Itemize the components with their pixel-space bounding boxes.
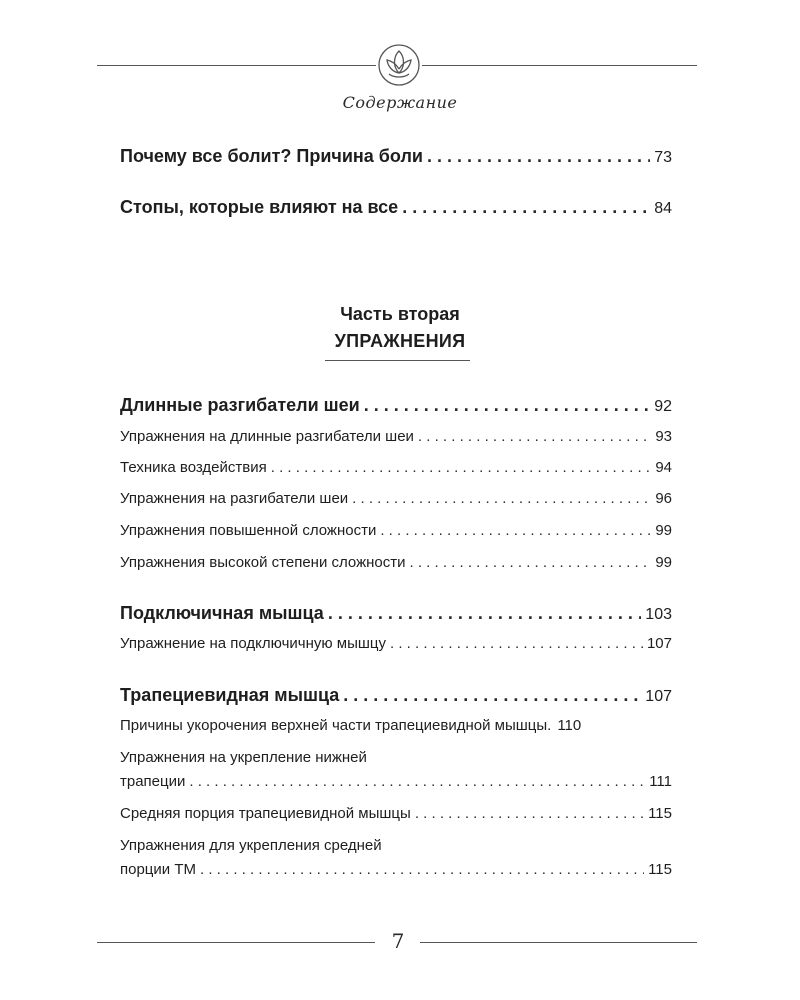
toc-subentry-page: 99 (655, 522, 672, 539)
toc-section-title: Трапециевидная мышца (120, 685, 340, 705)
leader-dots (418, 428, 651, 445)
leader-dots (427, 146, 650, 167)
toc-subentry-page: 93 (655, 428, 672, 445)
toc-subentry[interactable] (120, 861, 672, 878)
toc-subentry-page: 115 (648, 861, 672, 878)
toc-subentry-title: Упражнения повышенной сложности (120, 522, 377, 539)
leader-dots (415, 805, 644, 822)
toc-subentry-title: Упражнения высокой степени сложности (120, 554, 406, 571)
toc-section-entry[interactable] (120, 685, 672, 706)
toc-subentry[interactable] (120, 428, 672, 445)
toc-subentry[interactable] (120, 522, 672, 539)
toc-entry-page: 84 (654, 200, 672, 217)
footer-rule-left (97, 942, 375, 943)
leader-dots (364, 395, 650, 416)
toc-subentry[interactable] (120, 490, 672, 507)
leader-dots (328, 603, 641, 624)
toc-entry-title: Почему все болит? Причина боли (120, 146, 423, 166)
toc-entry-page: 73 (654, 149, 672, 166)
toc-section-entry[interactable] (120, 395, 672, 416)
leader-dots (410, 554, 652, 571)
toc-entry[interactable] (120, 146, 672, 167)
toc-entry-title: Стопы, которые влияют на все (120, 197, 399, 217)
toc-subentry-page: 111 (649, 773, 672, 790)
toc-subentry-page: 110 (557, 717, 582, 734)
leader-dots (189, 773, 645, 790)
leader-dots (271, 459, 652, 476)
toc-section-title: Подключичная мышца (120, 603, 324, 623)
toc-subentry-title: Упражнения на длинные разгибатели шеи (120, 428, 414, 445)
toc-section-entry[interactable] (120, 603, 672, 624)
lotus-icon (376, 42, 422, 88)
toc-subentry-title: трапеции (120, 773, 186, 790)
leader-dots (352, 490, 651, 507)
toc-section-page: 103 (645, 606, 672, 623)
toc-subentry[interactable] (120, 773, 672, 790)
toc-subentry-page: 107 (646, 635, 672, 652)
toc-subentry[interactable] (120, 459, 672, 476)
toc-subentry-page: 94 (655, 459, 672, 476)
leader-dots (380, 522, 651, 539)
toc-subentry-page: 96 (655, 490, 672, 507)
toc-subentry[interactable] (120, 554, 672, 571)
leader-dots (343, 685, 641, 706)
toc-entry[interactable] (120, 197, 672, 218)
toc-subentry-title: Средняя порция трапециевидной мышцы (120, 805, 411, 822)
toc-subentry-title: Упражнения на разгибатели шеи (120, 490, 349, 507)
toc-subentry-title: порции ТМ (120, 861, 196, 878)
toc-subentry-page: 99 (655, 554, 672, 571)
page-number: 7 (391, 929, 405, 953)
leader-dots (402, 197, 650, 218)
toc-subentry-page: 115 (648, 805, 672, 822)
leader-dots (200, 861, 644, 878)
toc-subentry-title: Упражнение на подключичную мышцу (120, 635, 387, 652)
toc-subentry-title-line1: Упражнения для укрепления средней (120, 837, 382, 854)
toc-subentry[interactable] (120, 717, 672, 734)
running-header-title: Содержание (342, 93, 458, 112)
leader-dots (390, 635, 643, 652)
footer-rule-right (420, 942, 697, 943)
toc-subentry-title: Причины укорочения верхней части трапециевидной мышцы. (120, 717, 552, 734)
part-label: Часть вторая (340, 304, 460, 324)
part-title-underline (325, 360, 470, 361)
toc-subentry-title: Техника воздействия (120, 459, 267, 476)
toc-subentry[interactable] (120, 635, 672, 652)
toc-section-page: 92 (654, 398, 672, 415)
part-title: УПРАЖНЕНИЯ (334, 331, 466, 351)
toc-subentry[interactable] (120, 805, 672, 822)
toc-subentry-title-line1: Упражнения на укрепление нижней (120, 749, 367, 766)
toc-section-title: Длинные разгибатели шеи (120, 395, 360, 415)
toc-section-page: 107 (645, 688, 672, 705)
